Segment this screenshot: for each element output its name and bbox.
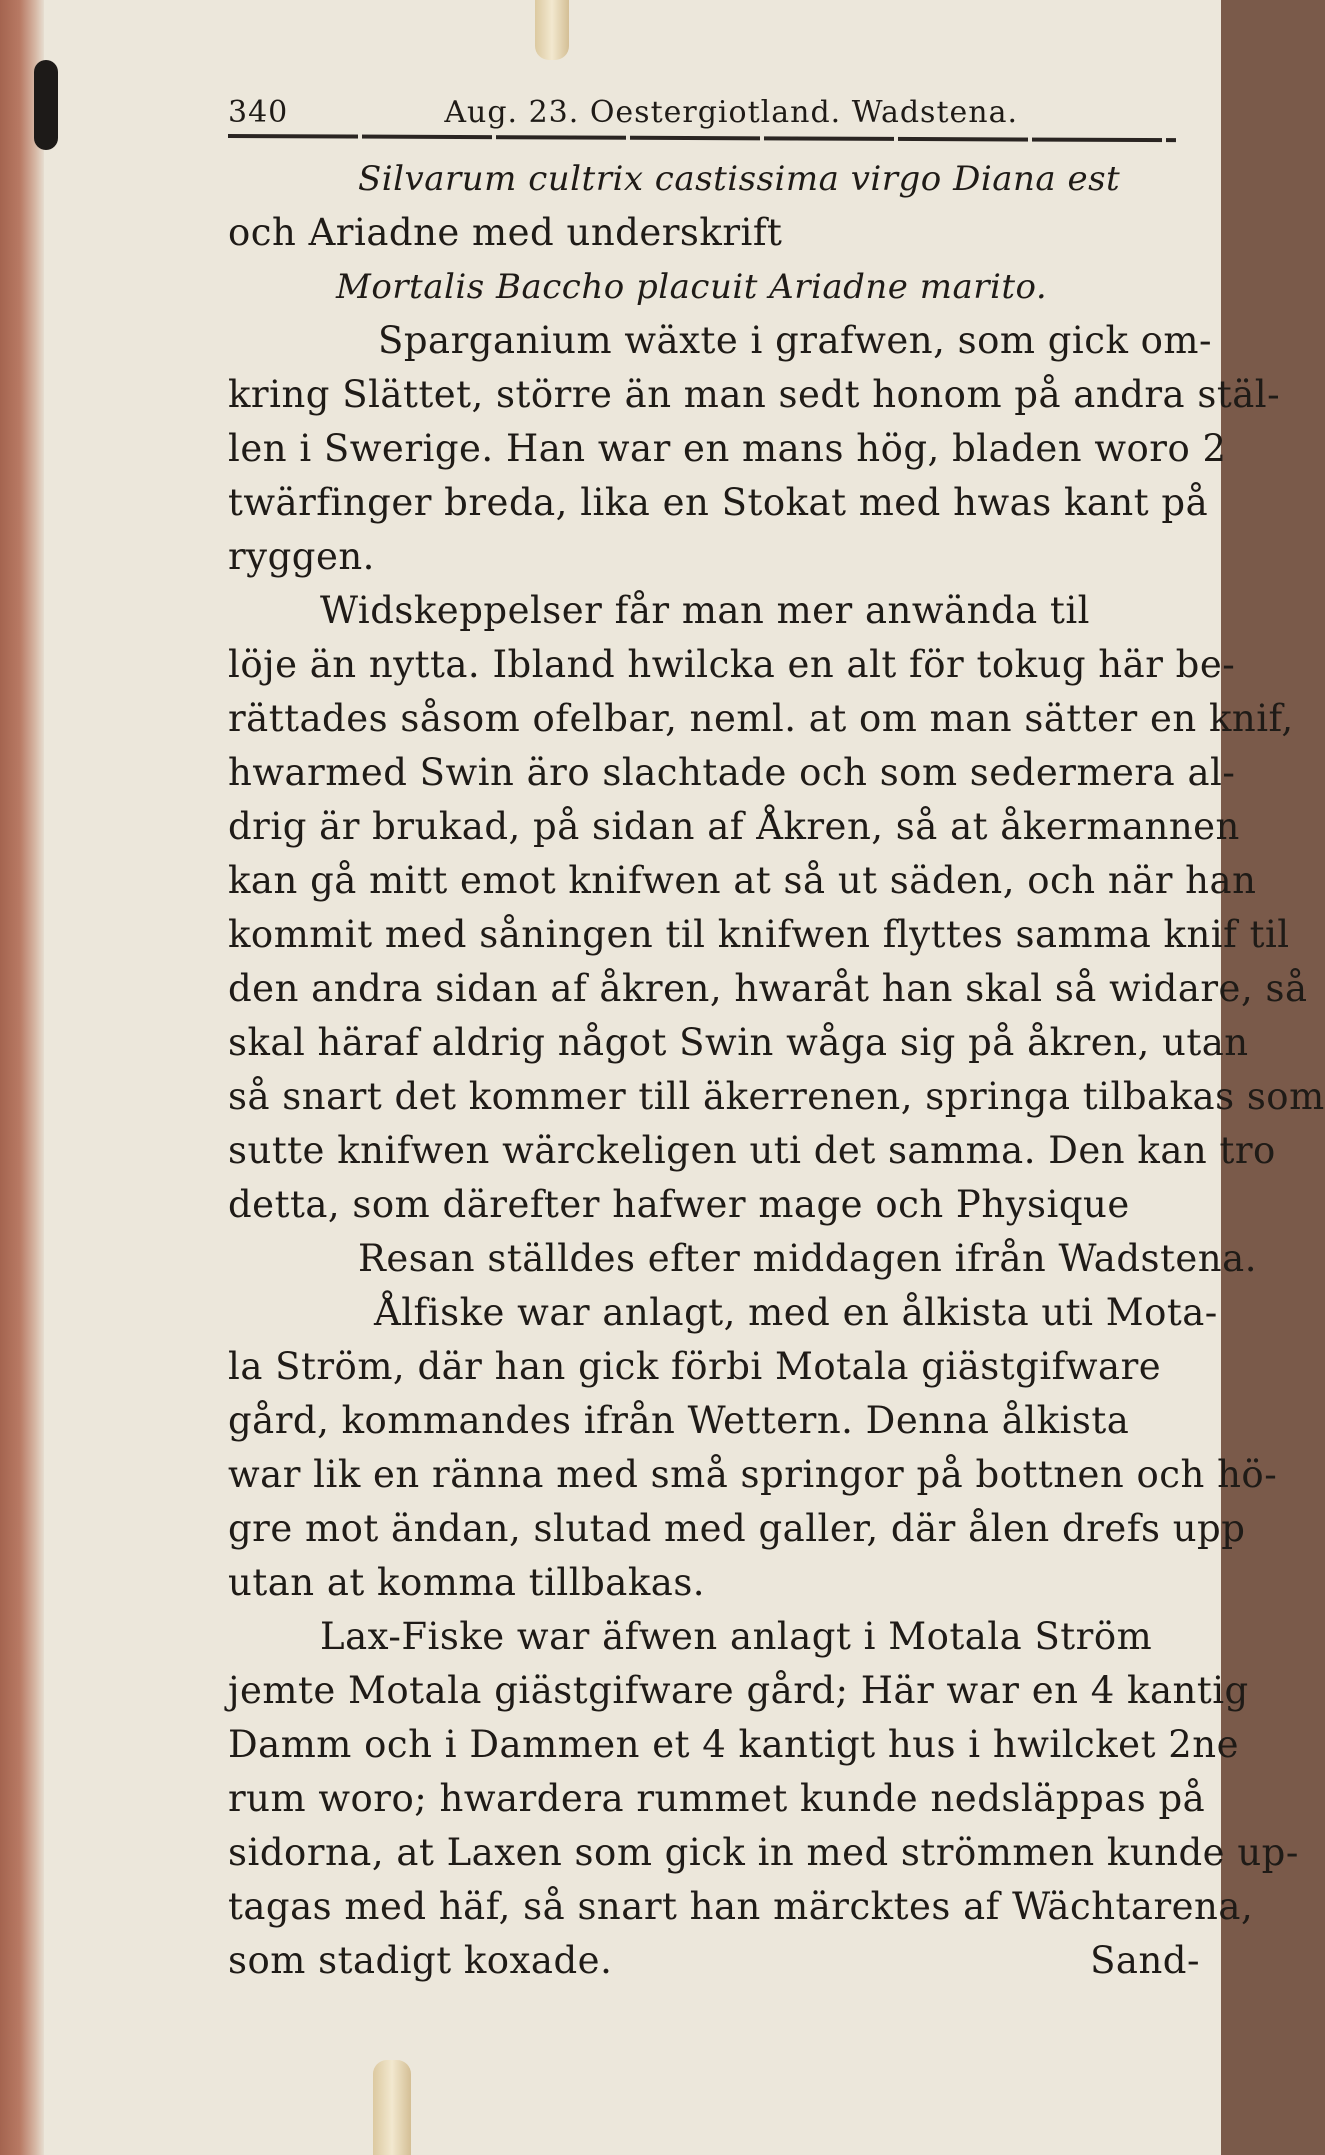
text-line: jemte Motala giästgifware gård; Här war en 4 kantig — [228, 1669, 1249, 1712]
text-line: gre mot ändan, slutad med galler, där ålen drefs upp — [228, 1507, 1246, 1550]
binding-thread-bottom — [373, 2060, 411, 2155]
text-line: och Ariadne med underskrift — [228, 211, 783, 254]
text-line: ryggen. — [228, 535, 375, 578]
text-line: la Ström, där han gick förbi Motala giästgifware — [228, 1345, 1162, 1388]
text-line: kommit med såningen til knifwen flyttes samma knif til — [228, 913, 1290, 956]
header-rule — [228, 134, 1176, 142]
text-line: kan gå mitt emot knifwen at så ut säden, och när han — [228, 859, 1257, 902]
text-line: twärfinger breda, lika en Stokat med hwas kant på — [228, 481, 1209, 524]
text-line: Lax-Fiske war äfwen anlagt i Motala Ström — [320, 1615, 1153, 1658]
edge-tab — [34, 60, 58, 150]
text-line: Resan ställdes efter middagen ifrån Wadstena. — [358, 1237, 1257, 1280]
page-text — [228, 95, 1325, 1988]
text-line: Mortalis Baccho placuit Ariadne marito. — [336, 267, 1048, 307]
text-line: drig är brukad, på sidan af Åkren, så at åkermannen — [228, 805, 1240, 848]
text-line: detta, som därefter hafwer mage och Physique — [228, 1183, 1130, 1226]
text-line: utan at komma tillbakas. — [228, 1561, 706, 1604]
text-line: rum woro; hwardera rummet kunde nedsläppas på — [228, 1777, 1206, 1820]
page-number: 340 — [228, 95, 289, 130]
text-line: Widskeppelser får man mer anwända til — [320, 589, 1090, 632]
book-spine — [0, 0, 44, 2155]
catchword: Sand- — [1090, 1939, 1200, 1982]
text-line: löje än nytta. Ibland hwilcka en alt för tokug här be- — [228, 643, 1236, 686]
text-line: gård, kommandes ifrån Wettern. Denna ålkista — [228, 1399, 1130, 1442]
text-line: sutte knifwen wärckeligen uti det samma. Den kan tro — [228, 1129, 1276, 1172]
text-line: som stadigt koxade. — [228, 1939, 613, 1982]
text-line: sidorna, at Laxen som gick in med strömmen kunde up- — [228, 1831, 1299, 1874]
text-line: den andra sidan af åkren, hwaråt han skal så widare, så — [228, 967, 1308, 1010]
text-line: kring Slättet, större än man sedt honom på andra stäl- — [228, 373, 1281, 416]
running-header — [228, 95, 1018, 130]
text-line: Silvarum cultrix castissima virgo Diana est — [358, 159, 1121, 199]
text-line: skal häraf aldrig något Swin wåga sig på åkren, utan — [228, 1021, 1249, 1064]
text-line: war lik en ränna med små springor på bottnen och hö- — [228, 1453, 1278, 1496]
running-title: Aug. 23. Oestergiotland. Wadstena. — [444, 95, 1018, 130]
binding-thread-top — [535, 0, 569, 60]
text-line: så snart det kommer till äkerrenen, springa tilbakas som — [228, 1075, 1325, 1118]
text-line: Ålfiske war anlagt, med en ålkista uti Mota- — [374, 1291, 1218, 1334]
text-line: rättades såsom ofelbar, neml. at om man sätter en knif, — [228, 697, 1294, 740]
text-line: hwarmed Swin äro slachtade och som sedermera al- — [228, 751, 1236, 794]
text-line: Damm och i Dammen et 4 kantigt hus i hwilcket 2ne — [228, 1723, 1239, 1766]
text-line: len i Swerige. Han war en mans hög, bladen woro 2 — [228, 427, 1227, 470]
text-line: tagas med häf, så snart han märcktes af Wächtarena, — [228, 1885, 1254, 1928]
text-line: Sparganium wäxte i grafwen, som gick om- — [378, 319, 1213, 362]
